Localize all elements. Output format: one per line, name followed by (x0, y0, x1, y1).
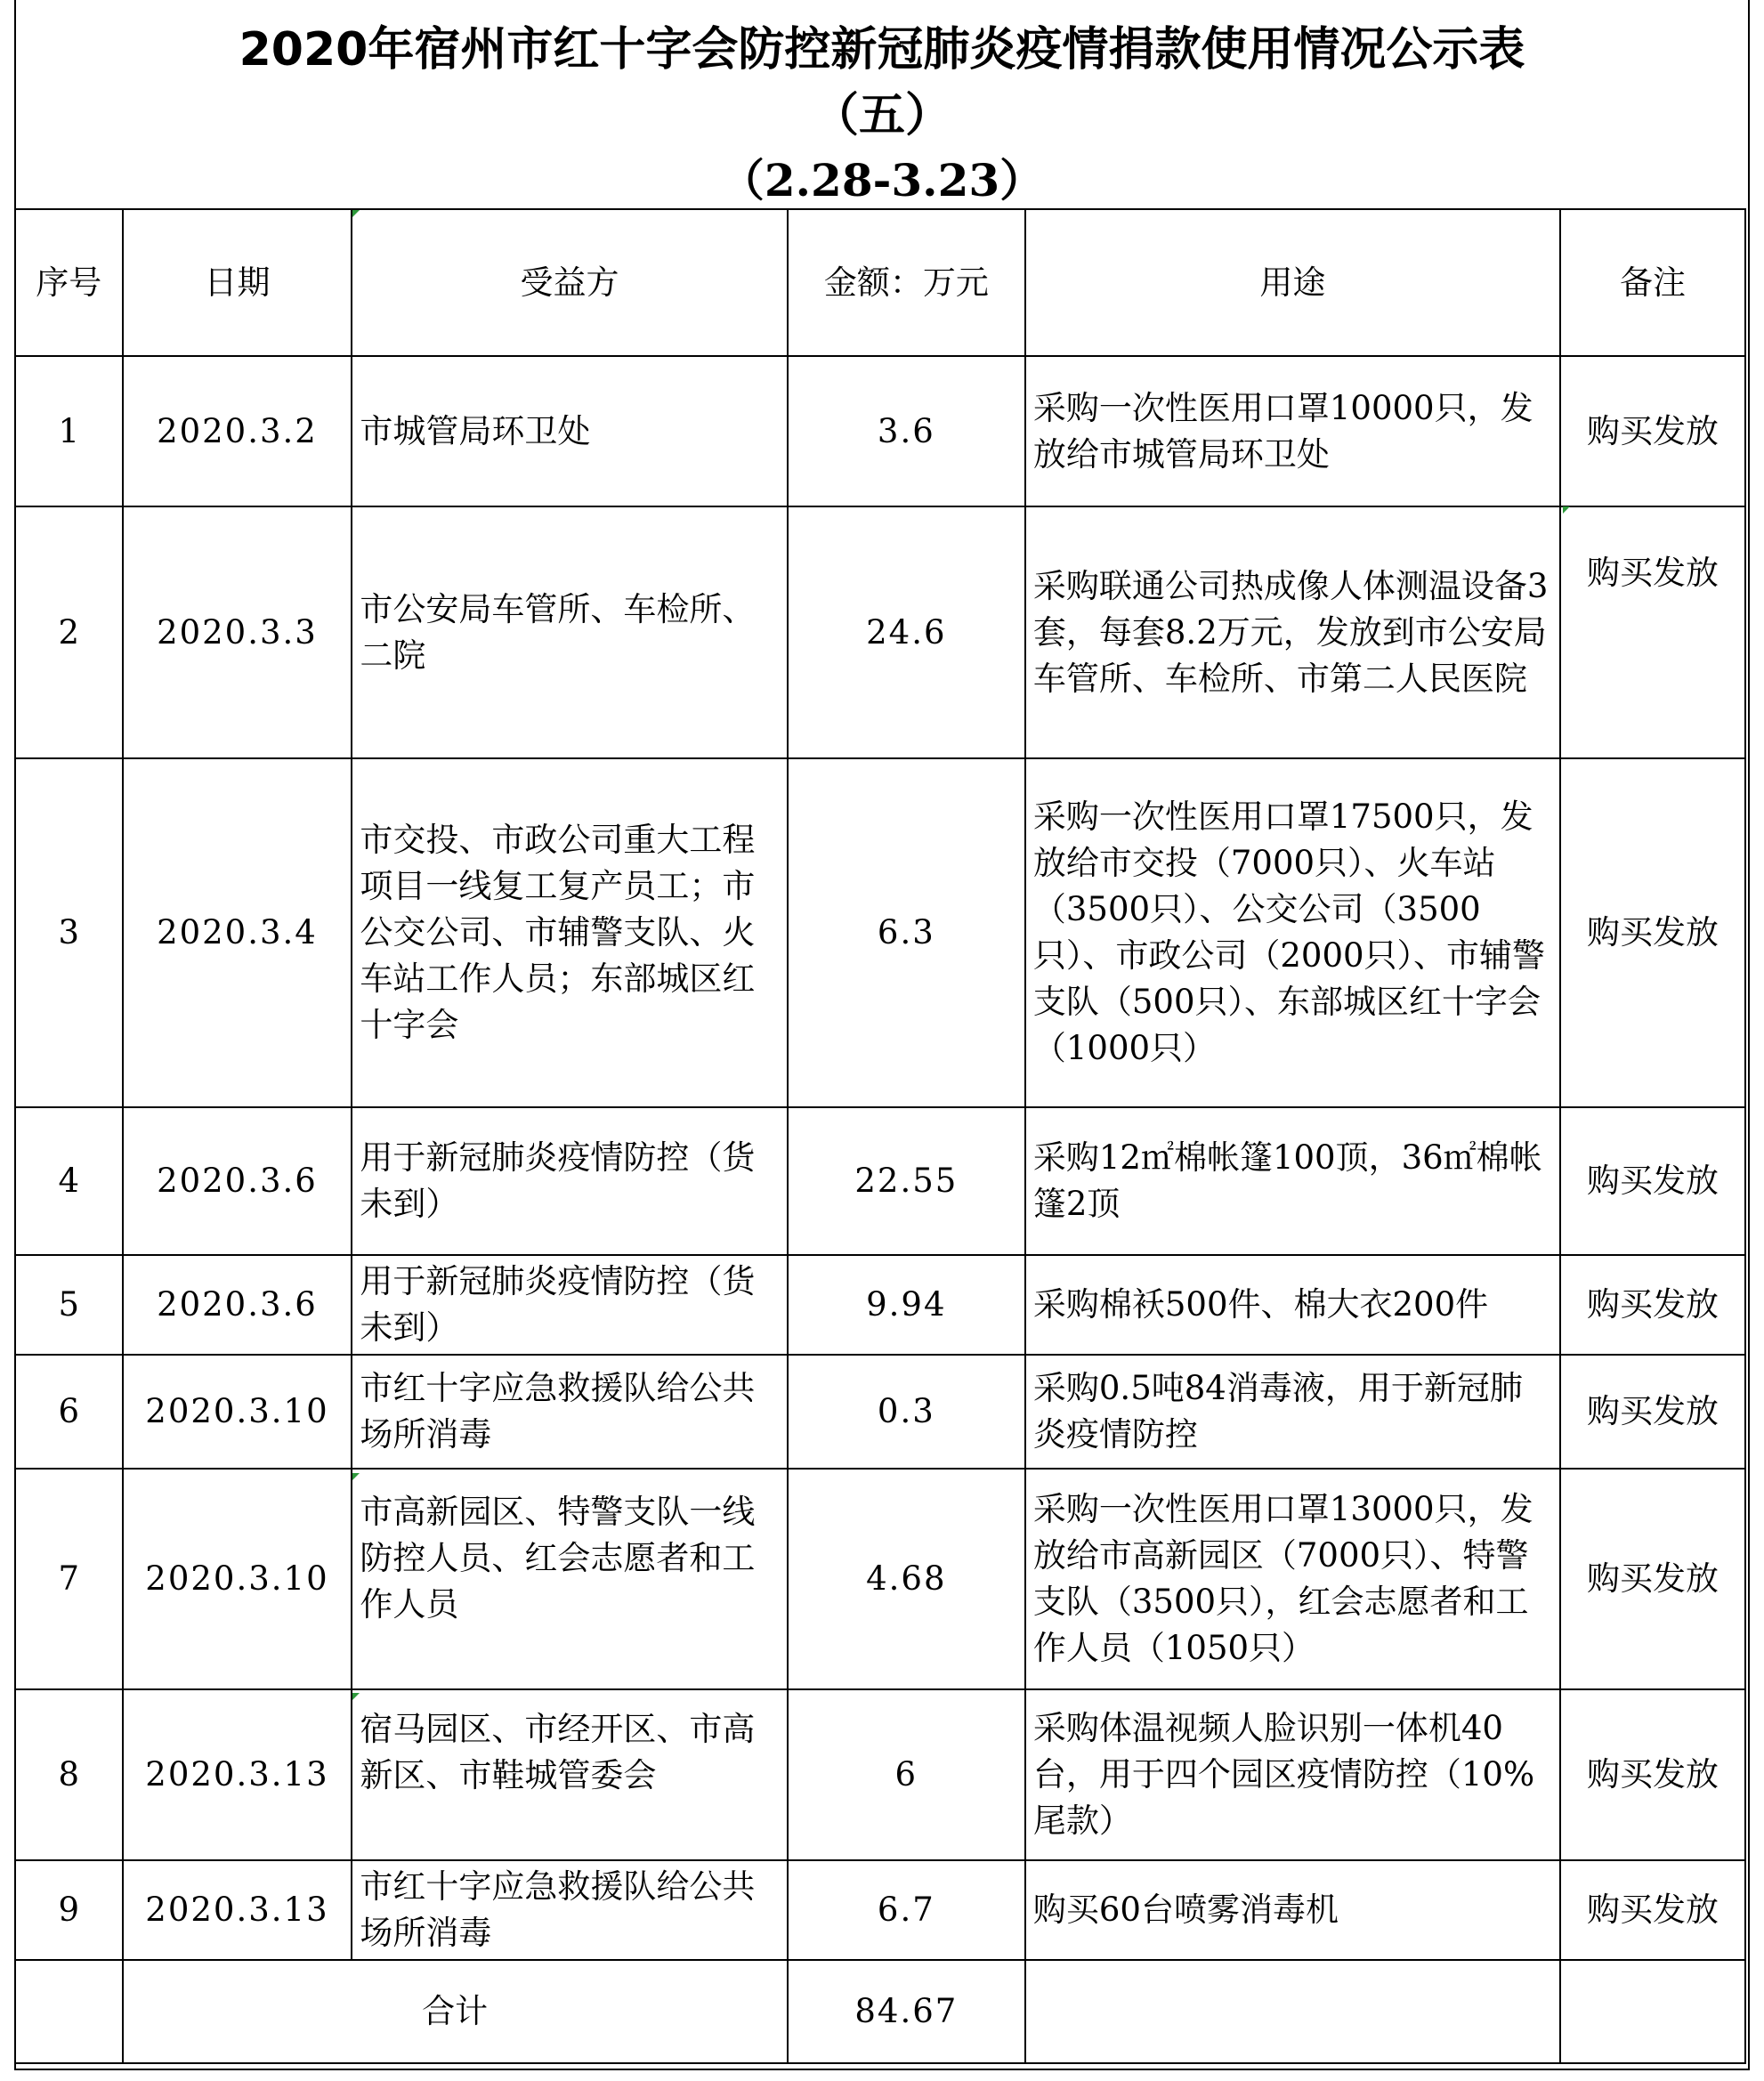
cell-amount: 24.6 (788, 506, 1025, 758)
total-label: 合计 (123, 1960, 788, 2063)
cell-comment-marker (352, 1473, 360, 1480)
cell-seq: 5 (15, 1255, 123, 1355)
cell-beneficiary: 用于新冠肺炎疫情防控（货未到） (352, 1107, 787, 1255)
cell-purpose: 采购联通公司热成像人体测温设备3套，每套8.2万元，发放到市公安局车管所、车检所、市第二人民医院 (1025, 506, 1560, 758)
cell-seq: 8 (15, 1689, 123, 1860)
cell-purpose: 采购一次性医用口罩13000只，发放给市高新园区（7000只）、特警支队（3500只），红会志愿者和工作人员（1050只） (1025, 1469, 1560, 1689)
cell-date: 2020.3.3 (123, 506, 352, 758)
cell-note: 购买发放 (1560, 1355, 1745, 1469)
cell-seq: 6 (15, 1355, 123, 1469)
cell-date: 2020.3.2 (123, 356, 352, 506)
cell-beneficiary: 市城管局环卫处 (352, 356, 787, 506)
cell-amount: 6.3 (788, 758, 1025, 1107)
cell-beneficiary: 市红十字应急救援队给公共场所消毒 (352, 1860, 787, 1960)
cell-amount: 22.55 (788, 1107, 1025, 1255)
cell-beneficiary: 市高新园区、特警支队一线防控人员、红会志愿者和工作人员 (352, 1469, 787, 1689)
cell-empty (1025, 1960, 1560, 2063)
header-beneficiary: 受益方 (352, 209, 787, 356)
table-row (15, 1107, 1745, 1255)
cell-purpose: 采购一次性医用口罩10000只，发放给市城管局环卫处 (1025, 356, 1560, 506)
cell-note: 购买发放 (1560, 1107, 1745, 1255)
cell-note: 购买发放 (1560, 1255, 1745, 1355)
header-seq: 序号 (15, 209, 123, 356)
cell-beneficiary: 市交投、市政公司重大工程项目一线复工复产员工；市公交公司、市辅警支队、火车站工作人员；东部城区红十字会 (352, 758, 787, 1107)
header-amount: 金额：万元 (788, 209, 1025, 356)
cell-date: 2020.3.10 (123, 1469, 352, 1689)
table-row (15, 1355, 1745, 1469)
spreadsheet-sheet (14, 0, 1750, 2070)
cell-amount: 3.6 (788, 356, 1025, 506)
cell-date: 2020.3.6 (123, 1255, 352, 1355)
table-row (15, 1860, 1745, 1960)
header-date: 日期 (123, 209, 352, 356)
cell-date: 2020.3.6 (123, 1107, 352, 1255)
cell-beneficiary: 用于新冠肺炎疫情防控（货未到） (352, 1255, 787, 1355)
cell-purpose: 采购棉袄500件、棉大衣200件 (1025, 1255, 1560, 1355)
header-purpose: 用途 (1025, 209, 1560, 356)
cell-amount: 6 (788, 1689, 1025, 1860)
table-row (15, 758, 1745, 1107)
cell-purpose: 采购一次性医用口罩17500只，发放给市交投（7000只）、火车站（3500只）、公交公司（3500只）、市政公司（2000只）、市辅警支队（500只）、东部城区红十字会（1000只） (1025, 758, 1560, 1107)
table-row (15, 1469, 1745, 1689)
table-row (15, 506, 1745, 758)
cell-beneficiary: 市红十字应急救援队给公共场所消毒 (352, 1355, 787, 1469)
header-row (15, 209, 1745, 356)
cell-note: 购买发放 (1560, 1860, 1745, 1960)
title-number: （五） (812, 89, 951, 142)
cell-amount: 9.94 (788, 1255, 1025, 1355)
cell-note: 购买发放 (1560, 506, 1745, 758)
cell-empty (15, 1960, 123, 2063)
cell-comment-marker (352, 210, 360, 217)
cell-comment-marker (352, 1693, 360, 1700)
cell-seq: 1 (15, 356, 123, 506)
table-row (15, 1689, 1745, 1860)
cell-note: 购买发放 (1560, 1469, 1745, 1689)
cell-date: 2020.3.4 (123, 758, 352, 1107)
title-block (16, 0, 1748, 210)
cell-date: 2020.3.13 (123, 1860, 352, 1960)
cell-purpose: 采购12㎡棉帐篷100顶，36㎡棉帐篷2顶 (1025, 1107, 1560, 1255)
cell-note: 购买发放 (1560, 356, 1745, 506)
cell-amount: 4.68 (788, 1469, 1025, 1689)
cell-seq: 4 (15, 1107, 123, 1255)
cell-seq: 7 (15, 1469, 123, 1689)
donation-usage-table (14, 208, 1746, 2064)
cell-seq: 3 (15, 758, 123, 1107)
title-date-range: （2.28-3.23） (719, 154, 1045, 206)
cell-purpose: 购买60台喷雾消毒机 (1025, 1860, 1560, 1960)
cell-comment-marker (1563, 506, 1570, 514)
cell-date: 2020.3.13 (123, 1689, 352, 1860)
cell-empty (1560, 1960, 1745, 2063)
table-row (15, 1255, 1745, 1355)
cell-note: 购买发放 (1560, 758, 1745, 1107)
total-row (15, 1960, 1745, 2063)
cell-note: 购买发放 (1560, 1689, 1745, 1860)
total-amount: 84.67 (788, 1960, 1025, 2063)
cell-purpose: 采购0.5吨84消毒液，用于新冠肺炎疫情防控 (1025, 1355, 1560, 1469)
cell-beneficiary: 宿马园区、市经开区、市高新区、市鞋城管委会 (352, 1689, 787, 1860)
cell-amount: 0.3 (788, 1355, 1025, 1469)
cell-purpose: 采购体温视频人脸识别一体机40台，用于四个园区疫情防控（10%尾款） (1025, 1689, 1560, 1860)
cell-seq: 9 (15, 1860, 123, 1960)
cell-seq: 2 (15, 506, 123, 758)
table-row (15, 356, 1745, 506)
cell-amount: 6.7 (788, 1860, 1025, 1960)
header-note: 备注 (1560, 209, 1745, 356)
cell-date: 2020.3.10 (123, 1355, 352, 1469)
cell-beneficiary: 市公安局车管所、车检所、二院 (352, 506, 787, 758)
page-title: 2020年宿州市红十字会防控新冠肺炎疫情捐款使用情况公示表 (239, 23, 1525, 77)
